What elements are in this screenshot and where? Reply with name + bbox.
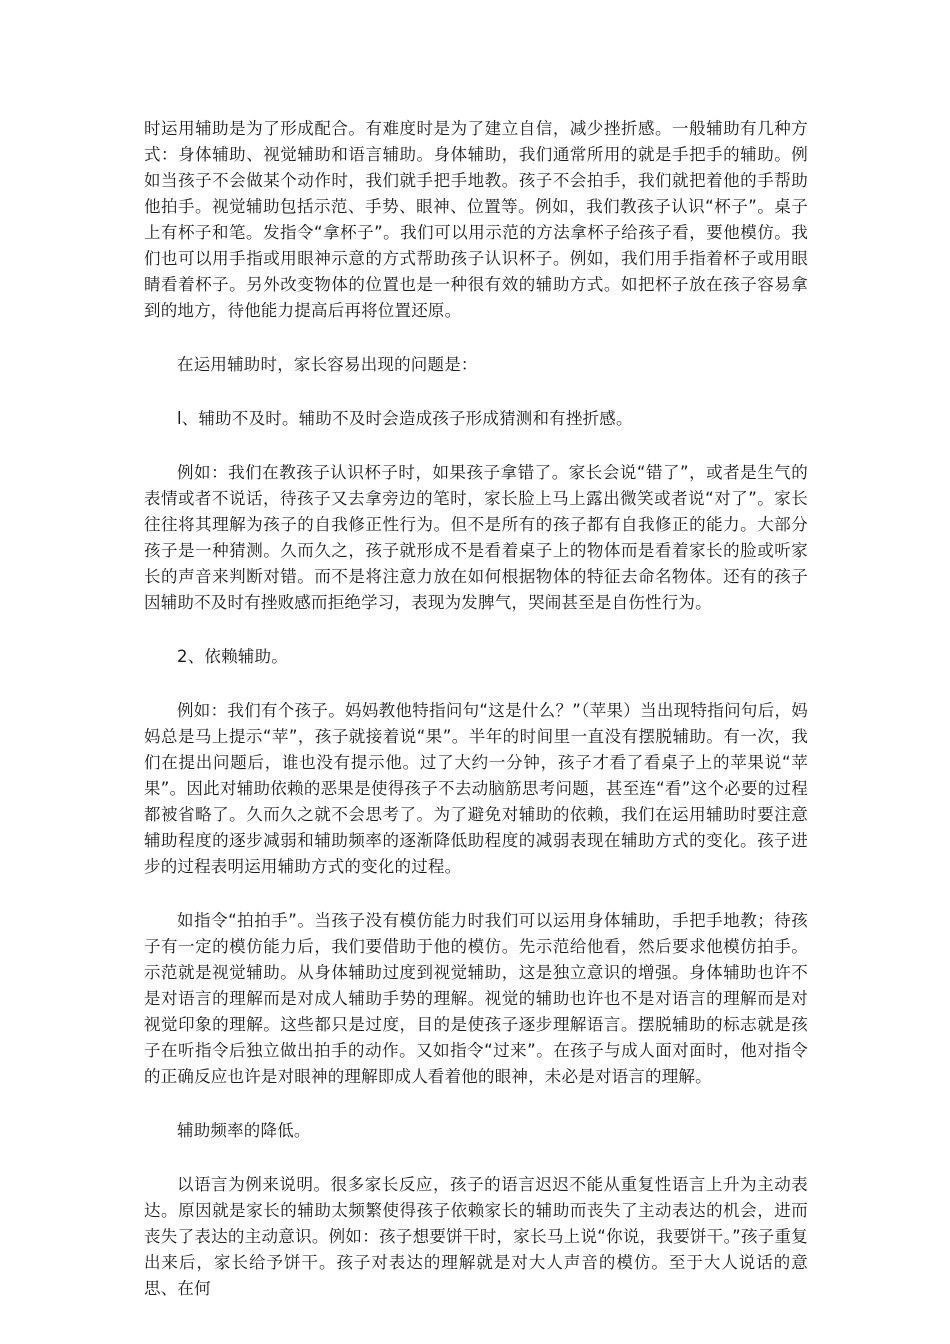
paragraph-frequency-heading: 辅助频率的降低。 xyxy=(177,1121,311,1140)
paragraph-clap-example: 如指令“拍拍手”。当孩子没有模仿能力时我们可以运用身体辅助，手把手地教；待孩子有一定的模仿能力后，我们要借助于他的模仿。先示范给他看，然后要求他模仿拍手。示范就是视觉辅助。从身体辅助过度到视觉辅助，这是独立意识的增强。身体辅助也许不是对语言的理解而是对成人辅助手势的理解。视觉的辅助也许也不是对语言的理解而是对视觉印象的理解。这些都只是过度，目的是使孩子逐步理解语言。摆脱辅助的标志就是孩子在听指令后独立做出拍手的动作。又如指令“过来”。在孩子与成人面对面时，他对指令的正确反应也许是对眼神的理解即成人看着他的眼神，未必是对语言的理解。 xyxy=(144,911,808,1086)
paragraph-problem-1-example: 例如：我们在教孩子认识杯子时，如果孩子拿错了。家长会说“错了”，或者是生气的表情或者不说话，待孩子又去拿旁边的笔时，家长脸上马上露出微笑或者说“对了”。家长往往将其理解为孩子的自我修正性行为。但不是所有的孩子都有自我修正的能力。大部分孩子是一种猜测。久而久之，孩子就形成不是看着桌子上的物体而是看着家长的脸或听家长的声音来判断对错。而不是将注意力放在如何根据物体的特征去命名物体。还有的孩子因辅助不及时有挫败感而拒绝学习，表现为发脾气，哭闹甚至是自伤性行为。 xyxy=(144,463,808,612)
paragraph-problem-2-heading: 2、依赖辅助。 xyxy=(177,647,288,666)
paragraph-problem-1-heading: l、辅助不及时。辅助不及时会造成孩子形成猜测和有挫折感。 xyxy=(177,409,633,428)
paragraph-assistance-types: 时运用辅助是为了形成配合。有难度时是为了建立自信，减少挫折感。一般辅助有几种方式：身体辅助、视觉辅助和语言辅助。身体辅助，我们通常所用的就是手把手的辅助。例如当孩子不会做某个动作时，我们就手把手地教。孩子不会拍手，我们就把着他的手帮助他拍手。视觉辅助包括示范、手势、眼神、位置等。例如，我们教孩子认识“杯子”。桌子上有杯子和笔。发指令“拿杯子”。我们可以用示范的方法拿杯子给孩子看，要他模仿。我们也可以用手指或用眼神示意的方式帮助孩子认识杯子。例如，我们用手指着杯子或用眼睛看着杯子。另外改变物体的位置也是一种很有效的辅助方式。如把杯子放在孩子容易拿到的地方，待他能力提高后再将位置还原。 xyxy=(144,119,808,320)
paragraph-problem-2-example: 例如：我们有个孩子。妈妈教他特指问句“这是什么？”（苹果）当出现特指问句后，妈妈总是马上提示“苹”，孩子就接着说“果”。半年的时间里一直没有摆脱辅助。有一次，我们在提出问题后，谁也没有提示他。过了大约一分钟，孩子才看了看桌子上的苹果说“苹果”。因此对辅助依赖的恶果是使得孩子不去动脑筋思考问题，甚至连“看”这个必要的过程都被省略了。久而久之就不会思考了。为了避免对辅助的依赖，我们在运用辅助时要注意辅助程度的逐步减弱和辅助频率的逐渐降低助程度的减弱表现在辅助方式的变化。孩子进步的过程表明运用辅助方式的变化的过程。 xyxy=(144,701,808,876)
paragraph-common-problems-intro: 在运用辅助时，家长容易出现的问题是： xyxy=(177,355,478,374)
paragraph-language-example: 以语言为例来说明。很多家长反应，孩子的语言迟迟不能从重复性语言上升为主动表达。原因就是家长的辅助太频繁使得孩子依赖家长的辅助而丧失了主动表达的机会，进而丧失了表达的主动意识。例如：孩子想要饼干时，家长马上说“你说，我要饼干。”孩子重复出来后，家长给予饼干。孩子对表达的理解就是对大人声音的模仿。至于大人说话的意思、在何 xyxy=(144,1175,808,1298)
document-body xyxy=(144,116,808,1302)
